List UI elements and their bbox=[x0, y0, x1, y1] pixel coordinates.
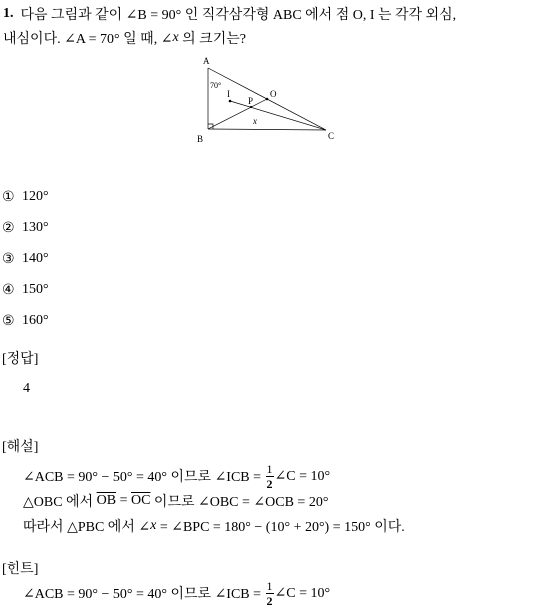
explanation-line-2 bbox=[23, 491, 328, 511]
choice-2 bbox=[2, 218, 49, 238]
choice-text: 120° bbox=[22, 189, 49, 204]
hint-line-1-post: ∠C = 10° bbox=[274, 585, 331, 601]
explanation-line-3 bbox=[23, 516, 405, 536]
label-point-i: I bbox=[227, 89, 230, 99]
fraction-numerator: 1 bbox=[266, 578, 273, 593]
explanation-line-1 bbox=[23, 462, 330, 490]
fraction-numerator: 1 bbox=[266, 461, 273, 476]
label-vertex-a: A bbox=[203, 56, 210, 66]
fraction-half bbox=[266, 580, 274, 607]
answer-value-text: 4 bbox=[23, 381, 30, 396]
choice-text: 140° bbox=[22, 251, 49, 266]
label-angle-a: 70° bbox=[210, 81, 222, 90]
explanation-line-1-post: ∠C = 10° bbox=[274, 468, 331, 484]
fraction-half bbox=[266, 463, 274, 490]
explanation-line-3-post: = ∠BPC = 180° − (10° + 20°) = 150° 이다. bbox=[156, 520, 405, 535]
hint-line-1 bbox=[23, 579, 330, 607]
question-text-1: 다음 그림과 같이 ∠B = 90° 인 직각삼각형 ABC 에서 점 O, I 는 각각 외심, bbox=[20, 8, 457, 23]
answer-value bbox=[23, 379, 30, 399]
choice-5 bbox=[2, 311, 49, 331]
explanation-variable-x: x bbox=[150, 518, 157, 533]
question-variable-x: x bbox=[172, 30, 179, 45]
fraction-denominator: 2 bbox=[266, 593, 273, 608]
label-vertex-b: B bbox=[197, 134, 204, 144]
choice-1 bbox=[2, 187, 49, 207]
choice-marker: ⑤ bbox=[2, 313, 15, 329]
question-line-1 bbox=[3, 4, 456, 24]
point-p-dot bbox=[250, 106, 252, 108]
segment-ob: $\overline{OB}$ bbox=[96, 493, 117, 508]
explanation-line-2-mid: = bbox=[116, 493, 131, 508]
explanation-heading-text: [해설] bbox=[2, 440, 39, 455]
hint-heading-text: [힌트] bbox=[2, 562, 39, 577]
explanation-line-2-post: 이므로 ∠OBC = ∠OCB = 20° bbox=[150, 495, 329, 510]
answer-heading bbox=[2, 348, 38, 368]
choice-marker: ② bbox=[2, 220, 15, 236]
explanation-line-2-pre: △OBC 에서 bbox=[23, 495, 97, 510]
choice-3 bbox=[2, 249, 49, 269]
explanation-line-3-pre: 따라서 △PBC 에서 ∠ bbox=[23, 520, 151, 535]
label-angle-x: x bbox=[253, 116, 257, 126]
question-text-2-post: 의 크기는? bbox=[178, 32, 246, 47]
hint-line-1-pre: ∠ACB = 90° − 50° = 40° 이므로 ∠ICB = bbox=[23, 587, 265, 602]
label-vertex-c: C bbox=[328, 131, 335, 141]
choice-text: 130° bbox=[22, 220, 49, 235]
choice-text: 160° bbox=[22, 313, 49, 328]
question-number: 1. bbox=[3, 6, 14, 21]
question-text-2-pre: 내심이다. ∠A = 70° 일 때, ∠ bbox=[3, 32, 173, 47]
point-o-dot bbox=[266, 98, 269, 101]
label-point-o: O bbox=[270, 89, 277, 99]
segment-oc: $\overline{OC}$ bbox=[130, 493, 151, 508]
choice-marker: ④ bbox=[2, 282, 15, 298]
fraction-denominator: 2 bbox=[266, 476, 273, 491]
explanation-line-1-pre: ∠ACB = 90° − 50° = 40° 이므로 ∠ICB = bbox=[23, 470, 265, 485]
choice-marker: ① bbox=[2, 189, 15, 205]
answer-heading-text: [정답] bbox=[2, 352, 39, 367]
choice-marker: ③ bbox=[2, 251, 15, 267]
triangle-figure bbox=[190, 52, 340, 147]
point-i-dot bbox=[229, 100, 232, 103]
explanation-heading bbox=[2, 436, 38, 456]
segment-ic bbox=[230, 101, 326, 130]
question-line-2 bbox=[3, 28, 246, 48]
hint-heading bbox=[2, 558, 38, 578]
choice-4 bbox=[2, 280, 49, 300]
choice-text: 150° bbox=[22, 282, 49, 297]
label-point-p: P bbox=[248, 96, 254, 106]
side-bc bbox=[208, 129, 326, 130]
